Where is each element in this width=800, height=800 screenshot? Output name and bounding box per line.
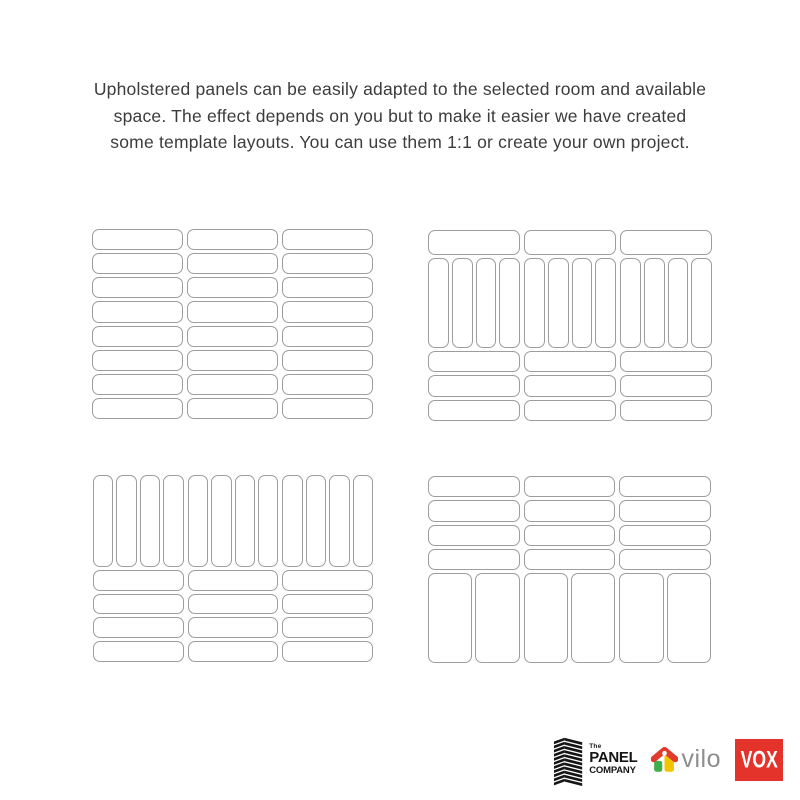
- panel-column-group: [619, 549, 711, 569]
- upholstered-panel: [92, 326, 183, 347]
- panel-column-group: [428, 258, 520, 348]
- panel-column-group: [619, 476, 711, 497]
- upholstered-panel: [499, 258, 520, 348]
- panel-column-group: [282, 350, 373, 371]
- panel-company-panel: PANEL: [589, 749, 638, 766]
- panel-company-company: COMPANY: [589, 765, 636, 776]
- upholstered-panel: [187, 229, 278, 250]
- upholstered-panel: [282, 641, 373, 662]
- upholstered-panel: [187, 326, 278, 347]
- upholstered-panel: [92, 374, 183, 395]
- upholstered-panel: [187, 350, 278, 371]
- upholstered-panel: [667, 573, 711, 663]
- panel-column-group: [92, 301, 183, 322]
- panel-column-group: [282, 594, 373, 615]
- panel-column-group: [282, 301, 373, 322]
- panel-row-horizontal: [428, 375, 712, 396]
- panel-column-group: [524, 375, 616, 396]
- upholstered-panel: [188, 475, 208, 567]
- panel-column-group: [93, 617, 184, 638]
- panel-column-group: [524, 258, 616, 348]
- panel-column-group: [282, 229, 373, 250]
- upholstered-panel: [92, 350, 183, 371]
- panel-column-group: [282, 617, 373, 638]
- panel-row-horizontal: [92, 277, 373, 298]
- upholstered-panel: [619, 573, 663, 663]
- panel-column-group: [282, 277, 373, 298]
- upholstered-panel: [282, 301, 373, 322]
- panel-row-vertical: [93, 475, 373, 567]
- panel-column-group: [188, 617, 279, 638]
- upholstered-panel: [282, 229, 373, 250]
- panel-row-horizontal: [92, 398, 373, 419]
- upholstered-panel: [282, 350, 373, 371]
- panel-row-horizontal: [92, 350, 373, 371]
- upholstered-panel: [282, 398, 373, 419]
- upholstered-panel: [188, 617, 279, 638]
- building-icon: [553, 733, 584, 786]
- panel-column-group: [92, 277, 183, 298]
- panel-column-group: [524, 525, 616, 546]
- vilo-logo: [651, 745, 721, 775]
- upholstered-panel: [595, 258, 616, 348]
- panel-column-group: [620, 351, 712, 372]
- panel-column-group: [282, 475, 373, 567]
- upholstered-panel: [428, 400, 520, 421]
- panel-column-group: [619, 500, 711, 521]
- panel-column-group: [428, 476, 520, 497]
- panel-row-vertical: [428, 258, 712, 348]
- panel-column-group: [92, 398, 183, 419]
- upholstered-panel: [329, 475, 349, 567]
- panel-column-group: [187, 374, 278, 395]
- intro-line-3: some template layouts. You can use them 1:1 or create your own project.: [110, 132, 690, 152]
- upholstered-panel: [187, 301, 278, 322]
- upholstered-panel: [187, 253, 278, 274]
- panel-column-group: [524, 230, 616, 255]
- panel-column-group: [93, 570, 184, 591]
- panel-company-logo: [553, 733, 637, 786]
- panel-column-group: [524, 351, 616, 372]
- upholstered-panel: [428, 258, 449, 348]
- panel-column-group: [187, 253, 278, 274]
- upholstered-panel: [282, 594, 373, 615]
- panel-row-horizontal: [428, 525, 711, 546]
- panel-column-group: [188, 475, 279, 567]
- panel-column-group: [282, 253, 373, 274]
- upholstered-panel: [428, 500, 520, 521]
- upholstered-panel: [524, 400, 616, 421]
- upholstered-panel: [93, 641, 184, 662]
- vox-logo: [735, 739, 783, 781]
- upholstered-panel: [620, 258, 641, 348]
- panel-row-horizontal: [92, 374, 373, 395]
- upholstered-panel: [619, 476, 711, 497]
- upholstered-panel: [428, 525, 520, 546]
- upholstered-panel: [428, 549, 520, 569]
- upholstered-panel: [282, 570, 373, 591]
- upholstered-panel: [163, 475, 183, 567]
- upholstered-panel: [620, 375, 712, 396]
- upholstered-panel: [644, 258, 665, 348]
- vilo-wordmark: vilo: [681, 745, 721, 773]
- upholstered-panel: [92, 277, 183, 298]
- upholstered-panel: [524, 258, 545, 348]
- upholstered-panel: [282, 277, 373, 298]
- panel-row-horizontal: [92, 253, 373, 274]
- upholstered-panel: [282, 617, 373, 638]
- panel-row-horizontal: [93, 570, 373, 591]
- upholstered-panel: [452, 258, 473, 348]
- layout-template-1: [92, 229, 373, 419]
- panel-column-group: [188, 570, 279, 591]
- upholstered-panel: [187, 277, 278, 298]
- upholstered-panel: [524, 476, 616, 497]
- panel-column-group: [282, 641, 373, 662]
- upholstered-panel: [140, 475, 160, 567]
- panel-column-group: [187, 301, 278, 322]
- upholstered-panel: [524, 351, 616, 372]
- upholstered-panel: [620, 400, 712, 421]
- panel-column-group: [428, 351, 520, 372]
- upholstered-panel: [187, 374, 278, 395]
- panel-column-group: [524, 500, 616, 521]
- intro-line-1: Upholstered panels can be easily adapted to the selected room and available: [93, 79, 707, 99]
- upholstered-panel: [211, 475, 231, 567]
- panel-column-group: [620, 400, 712, 421]
- panel-row-horizontal: [93, 617, 373, 638]
- panel-column-group: [428, 400, 520, 421]
- panel-column-group: [187, 229, 278, 250]
- upholstered-panel: [524, 500, 616, 521]
- upholstered-panel: [619, 525, 711, 546]
- upholstered-panel: [282, 374, 373, 395]
- upholstered-panel: [282, 326, 373, 347]
- panel-column-group: [187, 398, 278, 419]
- panel-column-group: [282, 326, 373, 347]
- panel-column-group: [428, 573, 520, 663]
- panel-column-group: [187, 277, 278, 298]
- panel-row-horizontal: [428, 230, 712, 255]
- upholstered-panel: [428, 476, 520, 497]
- panel-column-group: [620, 258, 712, 348]
- panel-column-group: [93, 475, 184, 567]
- house-icon: [651, 745, 678, 775]
- panel-row-horizontal: [92, 326, 373, 347]
- upholstered-panel: [571, 573, 615, 663]
- panel-column-group: [93, 594, 184, 615]
- upholstered-panel: [188, 594, 279, 615]
- upholstered-panel: [92, 398, 183, 419]
- panel-column-group: [524, 400, 616, 421]
- upholstered-panel: [428, 375, 520, 396]
- panel-row-horizontal: [92, 229, 373, 250]
- layout-template-2: [428, 230, 712, 421]
- upholstered-panel: [548, 258, 569, 348]
- panel-row-horizontal: [92, 301, 373, 322]
- panel-row-horizontal: [93, 641, 373, 662]
- panel-column-group: [428, 549, 520, 569]
- panel-column-group: [93, 641, 184, 662]
- upholstered-panel: [93, 617, 184, 638]
- upholstered-panel: [92, 229, 183, 250]
- layout-template-3: [93, 475, 373, 662]
- vox-wordmark: VOX: [740, 745, 778, 773]
- panel-column-group: [524, 573, 616, 663]
- panel-column-group: [620, 375, 712, 396]
- upholstered-panel: [476, 258, 497, 348]
- intro-line-2: space. The effect depends on you but to make it easier we have created: [113, 105, 687, 126]
- upholstered-panel: [258, 475, 278, 567]
- upholstered-panel: [428, 573, 472, 663]
- upholstered-panel: [620, 230, 712, 255]
- panel-company-wordmark: [589, 743, 637, 776]
- upholstered-panel: [524, 573, 568, 663]
- upholstered-panel: [524, 230, 616, 255]
- upholstered-panel: [524, 375, 616, 396]
- panel-column-group: [282, 398, 373, 419]
- upholstered-panel: [282, 475, 302, 567]
- intro-text: [0, 76, 800, 156]
- upholstered-panel: [428, 230, 520, 255]
- panel-row-horizontal: [428, 351, 712, 372]
- panel-column-group: [92, 374, 183, 395]
- panel-row-horizontal: [428, 476, 711, 497]
- upholstered-panel: [524, 549, 616, 569]
- upholstered-panel: [691, 258, 712, 348]
- panel-row-horizontal: [93, 594, 373, 615]
- upholstered-panel: [353, 475, 373, 567]
- panel-column-group: [524, 476, 616, 497]
- panel-column-group: [524, 549, 616, 569]
- upholstered-panel: [524, 525, 616, 546]
- upholstered-panel: [116, 475, 136, 567]
- upholstered-panel: [668, 258, 689, 348]
- panel-column-group: [619, 525, 711, 546]
- panel-column-group: [187, 326, 278, 347]
- upholstered-panel: [306, 475, 326, 567]
- panel-row-horizontal: [428, 500, 711, 521]
- panel-row-horizontal: [428, 400, 712, 421]
- panel-column-group: [428, 230, 520, 255]
- panel-row-horizontal: [428, 549, 711, 569]
- panel-column-group: [92, 253, 183, 274]
- upholstered-panel: [188, 570, 279, 591]
- panel-column-group: [428, 375, 520, 396]
- panel-company-the: The: [589, 743, 602, 750]
- upholstered-panel: [619, 500, 711, 521]
- upholstered-panel: [93, 475, 113, 567]
- panel-column-group: [188, 641, 279, 662]
- upholstered-panel: [620, 351, 712, 372]
- panel-column-group: [188, 594, 279, 615]
- panel-column-group: [92, 350, 183, 371]
- panel-row-vertical: [428, 573, 711, 663]
- upholstered-panel: [188, 641, 279, 662]
- panel-column-group: [92, 326, 183, 347]
- panel-column-group: [282, 570, 373, 591]
- panel-column-group: [187, 350, 278, 371]
- panel-column-group: [428, 525, 520, 546]
- panel-column-group: [92, 229, 183, 250]
- upholstered-panel: [619, 549, 711, 569]
- upholstered-panel: [235, 475, 255, 567]
- footer-logos: [553, 733, 783, 786]
- upholstered-panel: [187, 398, 278, 419]
- panel-column-group: [282, 374, 373, 395]
- layout-template-4: [428, 476, 711, 663]
- upholstered-panel: [92, 253, 183, 274]
- upholstered-panel: [475, 573, 519, 663]
- upholstered-panel: [572, 258, 593, 348]
- panel-column-group: [619, 573, 711, 663]
- panel-column-group: [620, 230, 712, 255]
- upholstered-panel: [93, 594, 184, 615]
- upholstered-panel: [93, 570, 184, 591]
- panel-column-group: [428, 500, 520, 521]
- upholstered-panel: [92, 301, 183, 322]
- upholstered-panel: [428, 351, 520, 372]
- upholstered-panel: [282, 253, 373, 274]
